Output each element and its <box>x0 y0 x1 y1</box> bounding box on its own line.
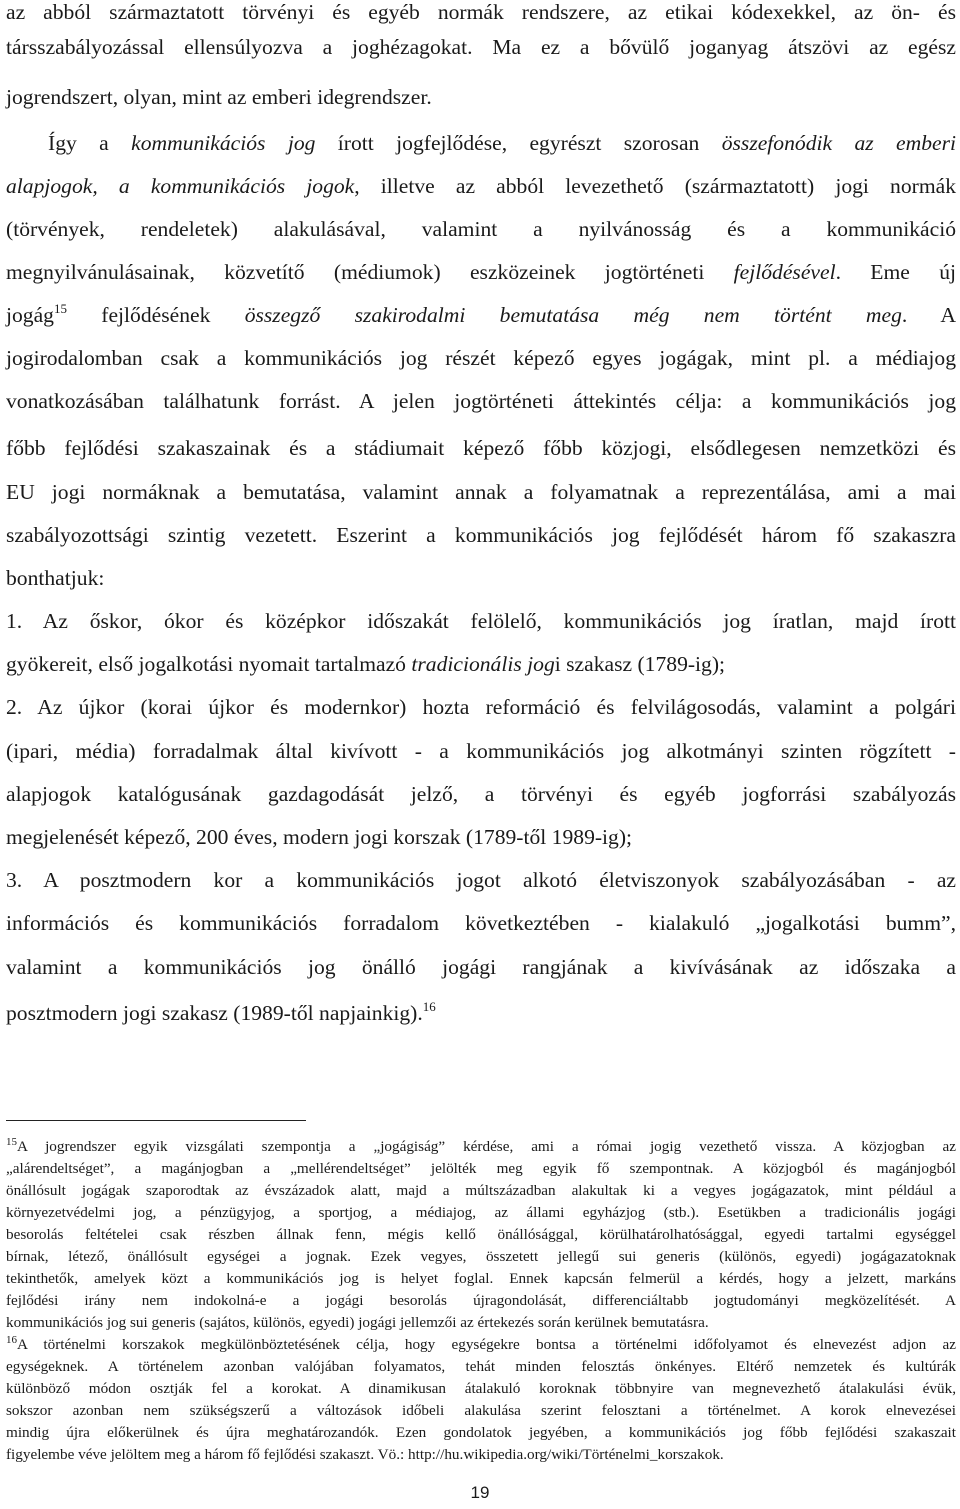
body-line: az abból származtatott törvényi és egyéb normák rendszere, az etikai kódexekkel, az ön- és <box>6 0 956 24</box>
list-item-3: valamint a kommunikációs jog önálló jogági rangjának a kivívásának az időszaka a <box>6 955 956 979</box>
footnote-line: önállósult jogágak szaporodtak az évszázadok alatt, majd a múltszázadban alakultak ki a vegyes jogágazatok, mint például a <box>6 1182 956 1199</box>
page-number: 19 <box>470 1483 490 1502</box>
footnote-line: különböző módon osztják fel a korokat. A dinamikusan átalakuló koroknak többnyire van megnevezhető átalakulási évük, <box>6 1380 956 1397</box>
footnote-line: „alárendeltséget”, a magánjogban a „mellérendeltséget” jelölték meg egyik fő szempontnak. A közjogból és magánjogból <box>6 1160 956 1177</box>
list-item-3: információs és kommunikációs forradalom következtében - kialakuló „jogalkotási bumm”, <box>6 911 956 935</box>
list-item-3: 3. A posztmodern kor a kommunikációs jogot alkotó életviszonyok szabályozásában - az <box>6 868 956 892</box>
body-line: társszabályozással ellensúlyozva a joghézagokat. Ma ez a bővülő joganyag átszövi az egész <box>6 35 956 59</box>
footnote-number: 15 <box>6 1136 17 1148</box>
footnote-number: 16 <box>6 1334 17 1346</box>
list-item-2: 2. Az újkor (korai újkor és modernkor) hozta reformáció és felvilágosodás, valamint a polgári <box>6 695 956 719</box>
list-item-1: 1. Az őskor, ókor és középkor időszakát felölelő, kommunikációs jog íratlan, majd írott <box>6 609 956 633</box>
paragraph-line: megnyilvánulásainak, közvetítő (médiumok) eszközeinek jogtörténeti fejlődésével. Eme új <box>6 260 956 284</box>
list-item-2: (ipari, média) forradalmak által kivívott - a kommunikációs jog alkotmányi szinten rögzített - <box>6 739 956 763</box>
footnote-line: kommunikációs jog sui generis (sajátos, különös, egyedi) jogági jellemzői az értekezés során kerülnek bemutatásra. <box>6 1314 709 1331</box>
list-item-2: alapjogok katalógusának gazdagodását jelző, a törvényi és egyéb jogforrási szabályozás <box>6 782 956 806</box>
paragraph-line: vonatkozásában találhatunk forrást. A jelen jogtörténeti áttekintés célja: a kommunikációs jog <box>6 389 956 413</box>
footnote-line: környezetvédelmi jog, a pénzügyjog, a sportjog, a médiajog, az állami egyházjog (stb.). Esetükben a tradicionális jogági <box>6 1204 956 1221</box>
paragraph-line: Így a kommunikációs jog írott jogfejlődése, egyrészt szorosan összefonódik az emberi <box>48 131 956 155</box>
body-line: jogrendszert, olyan, mint az emberi idegrendszer. <box>6 85 432 109</box>
footnote-16: $^{16}$A történelmi korszakok megkülönböztetésének célja, hogy egységekre bontsa a történelmi időfolyamot és elnevezést adjon az <box>6 1334 956 1353</box>
footnote-line: fejlődési irány nem indokolná-e a jogági besorolás újragondolását, differenciáltabb jogtudományi megközelítését. A <box>6 1292 956 1309</box>
paragraph-line: főbb fejlődési szakaszainak és a stádiumait képező főbb közjogi, elsődlegesen nemzetközi és <box>6 436 956 460</box>
paragraph-line: szabályozottsági szintig vezetett. Eszerint a kommunikációs jog fejlődését három fő szakaszra <box>6 523 956 547</box>
paragraph-line: alapjogok, a kommunikációs jogok, illetve az abból levezethető (származtatott) jogi normák <box>6 174 956 198</box>
footnote-line: besorolás feltételei csak részben állnak fenn, mégis kellő önállósággal, körülhatárolhatósággal, egyedi tartalmi egységgel <box>6 1226 956 1243</box>
footnote-line: bírnak, létező, önállósult egységei a jognak. Ezek vegyes, összetett jellegű sui generis (különös, egyedi) jogágazatoknak <box>6 1248 956 1265</box>
footnote-line: tekinthetők, amelyek közt a kommunikációs jog is helyet foglal. Ennek kapcsán felmerül a kérdés, hogy a jelzett, markáns <box>6 1270 956 1287</box>
paragraph-line: jogirodalomban csak a kommunikációs jog részét képező egyes jogágak, mint pl. a médiajog <box>6 346 956 370</box>
footnote-ref-16[interactable]: 16 <box>422 999 436 1014</box>
paragraph-line: EU jogi normáknak a bemutatása, valamint annak a folyamatnak a reprezentálása, ami a mai <box>6 480 956 504</box>
list-item-3: posztmodern jogi szakasz (1989-től napjainkig).$^{16}$ <box>6 999 436 1025</box>
footnote-line: mindig újra előkerülnek és újra meghatározandók. Ezen gondolatok jegyében, a kommunikációs jog főbb fejlődési szakaszait <box>6 1424 956 1441</box>
footnote-line: egységeknek. A történelem azonban valójában folyamatos, tehát minden felosztás önkényes. Eltérő nemzetek és kultúrák <box>6 1358 956 1375</box>
list-item-2: megjelenését képező, 200 éves, modern jogi korszak (1789-től 1989-ig); <box>6 825 633 849</box>
footnote-ref-15[interactable]: 15 <box>53 301 67 316</box>
footnote-line: figyelembe véve jelöltem meg a három fő fejlődési szakaszt. Vö.: http://hu.wikipedia.org/wiki/Történelmi_korszakok. <box>6 1446 724 1463</box>
paragraph-line: bonthatjuk: <box>6 566 105 590</box>
paragraph-line: (törvények, rendeletek) alakulásával, valamint a nyilvánosság és a kommunikáció <box>6 217 956 241</box>
list-item-1: gyökereit, első jogalkotási nyomait tartalmazó tradicionális jogi szakasz (1789-ig); <box>6 652 726 676</box>
footnote-divider <box>6 1120 306 1121</box>
footnote-line: sokszor azonban nem szükségszerű a változások időbeli alakulása szerint felosztani a történelmet. A korok elnevezései <box>6 1402 956 1419</box>
footnote-15: $^{15}$A jogrendszer egyik vizsgálati szempontja a „jogágiság” kérdése, ami a római jogig vezethető vissza. A közjogban az <box>6 1136 956 1155</box>
paragraph-line: jogág$^{15}$ fejlődésének összegző szakirodalmi bemutatása még nem történt meg. A <box>6 301 957 327</box>
